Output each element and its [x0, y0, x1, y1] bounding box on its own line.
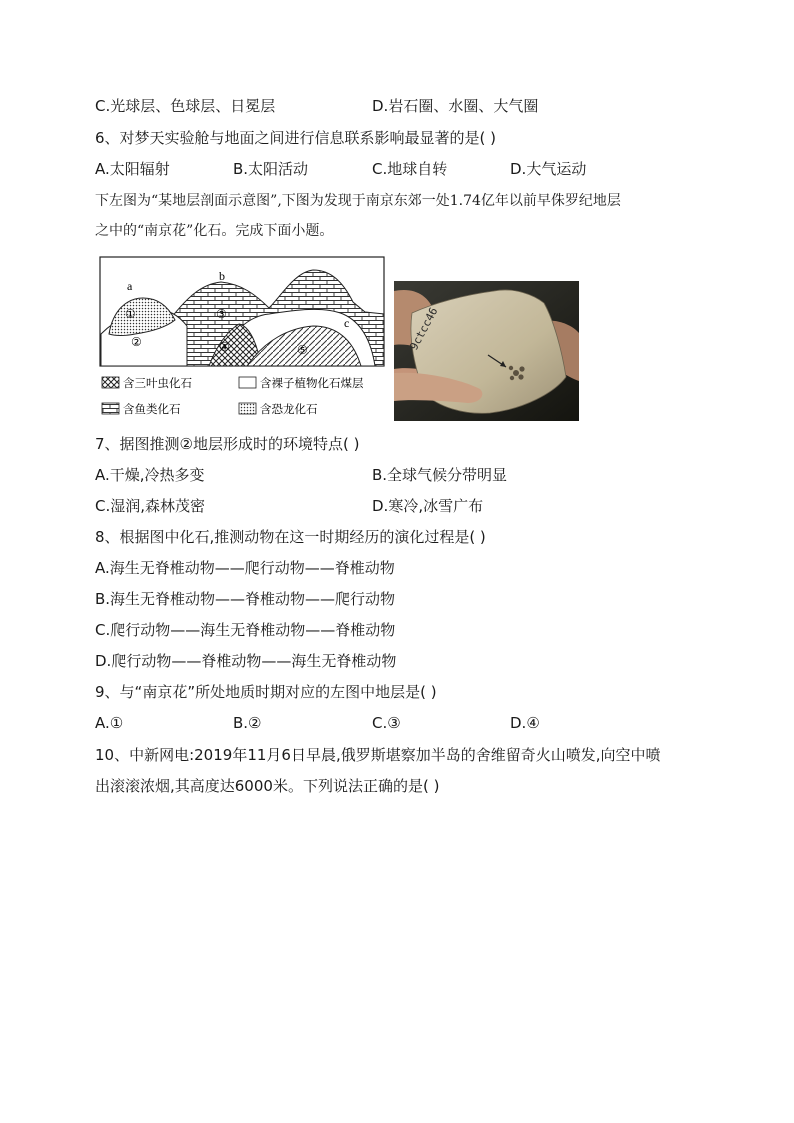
- q9-stem: 9、与“南京花”所处地质时期对应的左图中地层是( ): [95, 683, 437, 701]
- q8-option-b: B.海生无脊椎动物——脊椎动物——爬行动物: [95, 590, 396, 608]
- legend-swatch-trilobite: [102, 377, 119, 388]
- q9-option-a: A.①: [95, 714, 124, 732]
- intro-line-1: 下左图为“某地层剖面示意图”,下图为发现于南京东郊一处1.74亿年以前早侏罗纪地层: [95, 193, 621, 209]
- q5-option-d: D.岩石圈、水圈、大气圈: [372, 97, 539, 115]
- legend-trilobite: 含三叶虫化石: [123, 376, 192, 390]
- q7-option-c: C.湿润,森林茂密: [95, 497, 206, 515]
- q7-option-b: B.全球气候分带明显: [372, 466, 508, 484]
- q9-option-b: B.②: [233, 714, 262, 732]
- legend-swatch-dinosaur: [239, 403, 256, 414]
- intro-line-2: 之中的“南京花”化石。完成下面小题。: [95, 223, 334, 239]
- legend-fish: 含鱼类化石: [123, 402, 181, 416]
- q6-option-c: C.地球自转: [372, 160, 448, 178]
- q10-stem-line-2: 出滚滚浓烟,其高度达6000米。下列说法正确的是( ): [95, 777, 440, 795]
- q8-option-c: C.爬行动物——海生无脊椎动物——脊椎动物: [95, 621, 396, 639]
- label-stratum-4: ④: [219, 340, 230, 354]
- label-stratum-2: ②: [131, 335, 142, 349]
- fossil-specimen-tag: 9ctcc46: [407, 305, 441, 353]
- q7-stem: 7、据图推测②地层形成时的环境特点( ): [95, 435, 360, 453]
- label-c: c: [344, 316, 350, 330]
- q7-option-a: A.干燥,冷热多变: [95, 466, 205, 484]
- q6-option-d: D.大气运动: [510, 160, 587, 178]
- q9-option-d: D.④: [510, 714, 540, 732]
- legend-swatch-fish: [102, 403, 119, 414]
- q8-stem: 8、根据图中化石,推测动物在这一时期经历的演化过程是( ): [95, 528, 486, 546]
- legend-coal: 含裸子植物化石煤层: [260, 376, 364, 390]
- label-stratum-5: ⑤: [297, 343, 308, 357]
- legend-dinosaur: 含恐龙化石: [260, 402, 318, 416]
- q8-option-d: D.爬行动物——脊椎动物——海生无脊椎动物: [95, 652, 397, 670]
- label-stratum-1: ①: [125, 307, 136, 321]
- q6-option-b: B.太阳活动: [233, 160, 309, 178]
- q6-option-a: A.太阳辐射: [95, 160, 170, 178]
- q8-option-a: A.海生无脊椎动物——爬行动物——脊椎动物: [95, 559, 395, 577]
- q6-stem: 6、对梦天实验舱与地面之间进行信息联系影响最显著的是( ): [95, 129, 497, 147]
- q5-option-c: C.光球层、色球层、日冕层: [95, 97, 276, 115]
- legend-swatch-coal: [239, 377, 256, 388]
- label-b: b: [219, 269, 225, 283]
- label-stratum-3: ③: [216, 307, 227, 321]
- stratum-profile-diagram: [99, 256, 389, 424]
- nanjing-flower-fossil-photo: [394, 281, 579, 421]
- q7-option-d: D.寒冷,冰雪广布: [372, 497, 484, 515]
- q10-stem-line-1: 10、中新网电:2019年11月6日早晨,俄罗斯堪察加半岛的舍维留奇火山喷发,向空中喷: [95, 746, 661, 764]
- label-a: a: [127, 279, 133, 293]
- q9-option-c: C.③: [372, 714, 401, 732]
